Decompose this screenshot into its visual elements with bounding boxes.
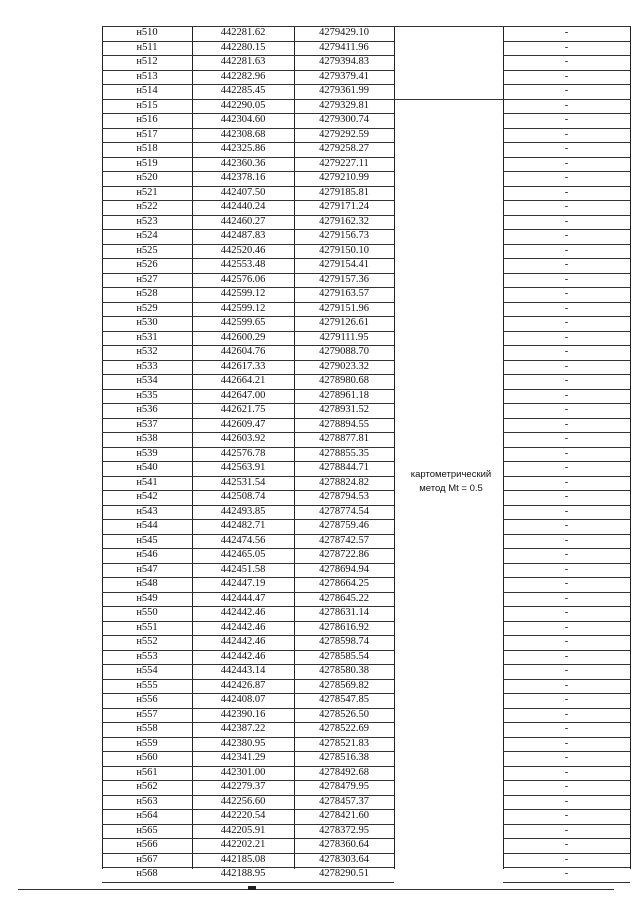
x-coordinate-cell: 442617.33 bbox=[220, 360, 266, 372]
bottom-rule bbox=[18, 889, 614, 890]
dash-cell: - bbox=[564, 346, 569, 357]
y-coordinate-cell: 4279111.95 bbox=[319, 331, 369, 343]
dash-cell: - bbox=[564, 186, 569, 198]
y-coordinate-cell: 4279379.41 bbox=[319, 70, 369, 82]
point-id-cell: н553 bbox=[136, 650, 158, 662]
x-coordinate-cell: 442604.76 bbox=[220, 346, 266, 357]
point-id-cell: н520 bbox=[136, 172, 158, 183]
dash-cell: - bbox=[564, 27, 569, 38]
point-id-cell: н555 bbox=[136, 679, 158, 691]
point-id-cell: н554 bbox=[136, 665, 158, 676]
x-coordinate-cell: 442508.74 bbox=[220, 491, 266, 502]
point-id-cell: н529 bbox=[136, 302, 158, 314]
x-coordinate-cell: 442520.46 bbox=[220, 244, 266, 256]
x-coordinate-cell: 442647.00 bbox=[220, 389, 266, 401]
y-coordinate-cell: 4278492.68 bbox=[319, 766, 369, 778]
point-id-cell: н511 bbox=[136, 41, 158, 53]
x-coordinate-cell: 442442.46 bbox=[220, 621, 266, 633]
dash-cell: - bbox=[564, 462, 569, 473]
y-coordinate-cell: 4278526.50 bbox=[319, 708, 369, 720]
y-coordinate-cell: 4278547.85 bbox=[319, 694, 369, 705]
point-id-cell: н532 bbox=[136, 346, 158, 357]
x-coordinate-cell: 442205.91 bbox=[220, 824, 266, 836]
point-id-cell: н516 bbox=[136, 114, 158, 125]
dash-cell: - bbox=[564, 143, 569, 154]
x-coordinate-cell: 442282.96 bbox=[220, 70, 266, 82]
dash-cell: - bbox=[564, 114, 569, 125]
point-id-cell: н560 bbox=[136, 752, 158, 763]
y-coordinate-cell: 4278844.71 bbox=[319, 462, 369, 473]
dash-cell: - bbox=[564, 708, 569, 720]
dash-cell: - bbox=[564, 679, 569, 691]
y-coordinate-cell: 4279023.32 bbox=[319, 360, 369, 372]
x-coordinate-cell: 442387.22 bbox=[220, 723, 266, 734]
y-coordinate-cell: 4278931.52 bbox=[319, 404, 369, 415]
row-divider bbox=[102, 882, 394, 883]
y-coordinate-cell: 4279150.10 bbox=[319, 244, 369, 256]
y-coordinate-cell: 4279162.32 bbox=[319, 215, 369, 227]
x-coordinate-cell: 442442.46 bbox=[220, 636, 266, 647]
y-coordinate-cell: 4279163.57 bbox=[319, 288, 369, 299]
point-id-cell: н541 bbox=[136, 476, 158, 488]
point-id-cell: н565 bbox=[136, 824, 158, 836]
x-coordinate-cell: 442285.45 bbox=[220, 85, 266, 96]
point-id-cell: н545 bbox=[136, 534, 158, 546]
dash-cell: - bbox=[564, 650, 569, 662]
x-coordinate-cell: 442599.12 bbox=[220, 288, 266, 299]
point-id-cell: н528 bbox=[136, 288, 158, 299]
dash-cell: - bbox=[564, 752, 569, 763]
bottom-mark bbox=[248, 886, 256, 890]
dash-cell: - bbox=[564, 592, 569, 604]
y-coordinate-cell: 4278516.38 bbox=[319, 752, 369, 763]
point-id-cell: н549 bbox=[136, 592, 158, 604]
y-coordinate-cell: 4278824.82 bbox=[319, 476, 369, 488]
dash-cell: - bbox=[564, 766, 569, 778]
table-border-top bbox=[102, 26, 630, 27]
x-coordinate-cell: 442380.95 bbox=[220, 737, 266, 749]
point-id-cell: н558 bbox=[136, 723, 158, 734]
x-coordinate-cell: 442599.12 bbox=[220, 302, 266, 314]
x-coordinate-cell: 442256.60 bbox=[220, 795, 266, 807]
dash-cell: - bbox=[564, 737, 569, 749]
x-coordinate-cell: 442576.78 bbox=[220, 447, 266, 459]
x-coordinate-cell: 442442.46 bbox=[220, 650, 266, 662]
dash-cell: - bbox=[564, 868, 569, 879]
point-id-cell: н539 bbox=[136, 447, 158, 459]
dash-cell: - bbox=[564, 447, 569, 459]
dash-cell: - bbox=[564, 128, 569, 140]
point-id-cell: н547 bbox=[136, 563, 158, 575]
x-coordinate-cell: 442474.56 bbox=[220, 534, 266, 546]
dash-cell: - bbox=[564, 41, 569, 53]
dash-cell: - bbox=[564, 839, 569, 850]
x-coordinate-cell: 442443.14 bbox=[220, 665, 266, 676]
point-id-cell: н517 bbox=[136, 128, 158, 140]
point-id-cell: н522 bbox=[136, 201, 158, 212]
dash-cell: - bbox=[564, 534, 569, 546]
y-coordinate-cell: 4278522.69 bbox=[319, 723, 369, 734]
point-id-cell: н515 bbox=[136, 99, 158, 111]
x-coordinate-cell: 442603.92 bbox=[220, 433, 266, 444]
dash-cell: - bbox=[564, 302, 569, 314]
y-coordinate-cell: 4278645.22 bbox=[319, 592, 369, 604]
x-coordinate-cell: 442563.91 bbox=[220, 462, 266, 473]
point-id-cell: н521 bbox=[136, 186, 158, 198]
dash-cell: - bbox=[564, 636, 569, 647]
y-coordinate-cell: 4279088.70 bbox=[319, 346, 369, 357]
dash-cell: - bbox=[564, 317, 569, 328]
y-coordinate-cell: 4279361.99 bbox=[319, 85, 369, 96]
y-coordinate-cell: 4278631.14 bbox=[319, 607, 369, 618]
x-coordinate-cell: 442442.46 bbox=[220, 607, 266, 618]
x-coordinate-cell: 442482.71 bbox=[220, 520, 266, 531]
point-id-cell: н535 bbox=[136, 389, 158, 401]
point-id-cell: н526 bbox=[136, 259, 158, 270]
dash-cell: - bbox=[564, 694, 569, 705]
point-id-cell: н551 bbox=[136, 621, 158, 633]
dash-cell: - bbox=[564, 230, 569, 241]
y-coordinate-cell: 4279171.24 bbox=[319, 201, 369, 212]
x-coordinate-cell: 442600.29 bbox=[220, 331, 266, 343]
x-coordinate-cell: 442621.75 bbox=[220, 404, 266, 415]
x-coordinate-cell: 442281.63 bbox=[220, 56, 266, 67]
dash-cell: - bbox=[564, 288, 569, 299]
y-coordinate-cell: 4278521.83 bbox=[319, 737, 369, 749]
point-id-cell: н514 bbox=[136, 85, 158, 96]
y-coordinate-cell: 4278616.92 bbox=[319, 621, 369, 633]
dash-cell: - bbox=[564, 404, 569, 415]
x-coordinate-cell: 442531.54 bbox=[220, 476, 266, 488]
x-coordinate-cell: 442304.60 bbox=[220, 114, 266, 125]
method-line-1: картометрический bbox=[410, 469, 492, 480]
dash-cell: - bbox=[564, 781, 569, 792]
point-id-cell: н556 bbox=[136, 694, 158, 705]
point-id-cell: н546 bbox=[136, 549, 158, 560]
point-id-cell: н564 bbox=[136, 810, 158, 821]
point-id-cell: н537 bbox=[136, 418, 158, 430]
point-id-cell: н512 bbox=[136, 56, 158, 67]
x-coordinate-cell: 442487.83 bbox=[220, 230, 266, 241]
row-divider bbox=[503, 882, 630, 883]
y-coordinate-cell: 4278980.68 bbox=[319, 375, 369, 386]
y-coordinate-cell: 4278722.86 bbox=[319, 549, 369, 560]
y-coordinate-cell: 4279258.27 bbox=[319, 143, 369, 154]
x-coordinate-cell: 442465.05 bbox=[220, 549, 266, 560]
x-coordinate-cell: 442609.47 bbox=[220, 418, 266, 430]
dash-cell: - bbox=[564, 433, 569, 444]
x-coordinate-cell: 442493.85 bbox=[220, 505, 266, 517]
x-coordinate-cell: 442444.47 bbox=[220, 592, 266, 604]
dash-cell: - bbox=[564, 273, 569, 285]
x-coordinate-cell: 442460.27 bbox=[220, 215, 266, 227]
point-id-cell: н563 bbox=[136, 795, 158, 807]
dash-cell: - bbox=[564, 389, 569, 401]
point-id-cell: н544 bbox=[136, 520, 158, 531]
y-coordinate-cell: 4278598.74 bbox=[319, 636, 369, 647]
x-coordinate-cell: 442188.95 bbox=[220, 868, 266, 879]
point-id-cell: н557 bbox=[136, 708, 158, 720]
y-coordinate-cell: 4279156.73 bbox=[319, 230, 369, 241]
point-id-cell: н562 bbox=[136, 781, 158, 792]
x-coordinate-cell: 442185.08 bbox=[220, 853, 266, 865]
y-coordinate-cell: 4279154.41 bbox=[319, 259, 369, 270]
y-coordinate-cell: 4279210.99 bbox=[319, 172, 369, 183]
point-id-cell: н523 bbox=[136, 215, 158, 227]
dash-cell: - bbox=[564, 520, 569, 531]
y-coordinate-cell: 4278742.57 bbox=[319, 534, 369, 546]
dash-cell: - bbox=[564, 259, 569, 270]
y-coordinate-cell: 4278794.53 bbox=[319, 491, 369, 502]
dash-cell: - bbox=[564, 563, 569, 575]
y-coordinate-cell: 4279329.81 bbox=[319, 99, 369, 111]
x-coordinate-cell: 442451.58 bbox=[220, 563, 266, 575]
point-id-cell: н525 bbox=[136, 244, 158, 256]
x-coordinate-cell: 442576.06 bbox=[220, 273, 266, 285]
dash-cell: - bbox=[564, 215, 569, 227]
x-coordinate-cell: 442301.00 bbox=[220, 766, 266, 778]
y-coordinate-cell: 4278877.81 bbox=[319, 433, 369, 444]
dash-cell: - bbox=[564, 172, 569, 183]
y-coordinate-cell: 4279300.74 bbox=[319, 114, 369, 125]
x-coordinate-cell: 442553.48 bbox=[220, 259, 266, 270]
y-coordinate-cell: 4278759.46 bbox=[319, 520, 369, 531]
y-coordinate-cell: 4278694.94 bbox=[319, 563, 369, 575]
dash-cell: - bbox=[564, 70, 569, 82]
y-coordinate-cell: 4279157.36 bbox=[319, 273, 369, 285]
y-coordinate-cell: 4278479.95 bbox=[319, 781, 369, 792]
point-id-cell: н536 bbox=[136, 404, 158, 415]
y-coordinate-cell: 4279394.83 bbox=[319, 56, 369, 67]
dash-cell: - bbox=[564, 476, 569, 488]
y-coordinate-cell: 4278664.25 bbox=[319, 578, 369, 589]
dash-cell: - bbox=[564, 578, 569, 589]
point-id-cell: н527 bbox=[136, 273, 158, 285]
dash-cell: - bbox=[564, 85, 569, 96]
y-coordinate-cell: 4278360.64 bbox=[319, 839, 369, 850]
dash-cell: - bbox=[564, 505, 569, 517]
point-id-cell: н561 bbox=[136, 766, 158, 778]
x-coordinate-cell: 442390.16 bbox=[220, 708, 266, 720]
point-id-cell: н531 bbox=[136, 331, 158, 343]
y-coordinate-cell: 4279429.10 bbox=[319, 27, 369, 38]
y-coordinate-cell: 4279151.96 bbox=[319, 302, 369, 314]
point-id-cell: н566 bbox=[136, 839, 158, 850]
dash-cell: - bbox=[564, 491, 569, 502]
point-id-cell: н552 bbox=[136, 636, 158, 647]
y-coordinate-cell: 4278585.54 bbox=[319, 650, 369, 662]
dash-cell: - bbox=[564, 56, 569, 67]
dash-cell: - bbox=[564, 824, 569, 836]
dash-cell: - bbox=[564, 853, 569, 865]
x-coordinate-cell: 442220.54 bbox=[220, 810, 266, 821]
x-coordinate-cell: 442281.62 bbox=[220, 27, 266, 38]
dash-cell: - bbox=[564, 244, 569, 256]
point-id-cell: н567 bbox=[136, 853, 158, 865]
point-id-cell: н543 bbox=[136, 505, 158, 517]
x-coordinate-cell: 442407.50 bbox=[220, 186, 266, 198]
y-coordinate-cell: 4278290.51 bbox=[319, 868, 369, 879]
method-line-2: метод Mt = 0.5 bbox=[419, 483, 483, 494]
x-coordinate-cell: 442440.24 bbox=[220, 201, 266, 212]
y-coordinate-cell: 4278855.35 bbox=[319, 447, 369, 459]
point-id-cell: н542 bbox=[136, 491, 158, 502]
x-coordinate-cell: 442426.87 bbox=[220, 679, 266, 691]
y-coordinate-cell: 4278774.54 bbox=[319, 505, 369, 517]
dash-cell: - bbox=[564, 375, 569, 386]
x-coordinate-cell: 442308.68 bbox=[220, 128, 266, 140]
column-divider bbox=[394, 26, 395, 869]
dash-cell: - bbox=[564, 607, 569, 618]
point-id-cell: н548 bbox=[136, 578, 158, 589]
point-id-cell: н524 bbox=[136, 230, 158, 241]
dash-cell: - bbox=[564, 810, 569, 821]
y-coordinate-cell: 4278372.95 bbox=[319, 824, 369, 836]
dash-cell: - bbox=[564, 201, 569, 212]
dash-cell: - bbox=[564, 157, 569, 169]
dash-cell: - bbox=[564, 331, 569, 343]
method-cell bbox=[394, 468, 508, 496]
x-coordinate-cell: 442202.21 bbox=[220, 839, 266, 850]
y-coordinate-cell: 4278580.38 bbox=[319, 665, 369, 676]
y-coordinate-cell: 4278894.55 bbox=[319, 418, 369, 430]
x-coordinate-cell: 442664.21 bbox=[220, 375, 266, 386]
point-id-cell: н534 bbox=[136, 375, 158, 386]
dash-cell: - bbox=[564, 723, 569, 734]
point-id-cell: н519 bbox=[136, 157, 158, 169]
x-coordinate-cell: 442360.36 bbox=[220, 157, 266, 169]
x-coordinate-cell: 442279.37 bbox=[220, 781, 266, 792]
point-id-cell: н510 bbox=[136, 27, 158, 38]
y-coordinate-cell: 4278961.18 bbox=[319, 389, 369, 401]
point-id-cell: н550 bbox=[136, 607, 158, 618]
x-coordinate-cell: 442325.86 bbox=[220, 143, 266, 154]
point-id-cell: н540 bbox=[136, 462, 158, 473]
point-id-cell: н518 bbox=[136, 143, 158, 154]
dash-cell: - bbox=[564, 621, 569, 633]
dash-cell: - bbox=[564, 795, 569, 807]
point-id-cell: н568 bbox=[136, 868, 158, 879]
point-id-cell: н538 bbox=[136, 433, 158, 444]
dash-cell: - bbox=[564, 360, 569, 372]
point-id-cell: н533 bbox=[136, 360, 158, 372]
y-coordinate-cell: 4279126.61 bbox=[319, 317, 369, 328]
point-id-cell: н559 bbox=[136, 737, 158, 749]
x-coordinate-cell: 442408.07 bbox=[220, 694, 266, 705]
x-coordinate-cell: 442280.15 bbox=[220, 41, 266, 53]
dash-cell: - bbox=[564, 549, 569, 560]
y-coordinate-cell: 4278303.64 bbox=[319, 853, 369, 865]
y-coordinate-cell: 4278421.60 bbox=[319, 810, 369, 821]
dash-cell: - bbox=[564, 418, 569, 430]
x-coordinate-cell: 442290.05 bbox=[220, 99, 266, 111]
y-coordinate-cell: 4279411.96 bbox=[319, 41, 369, 53]
y-coordinate-cell: 4278457.37 bbox=[319, 795, 369, 807]
x-coordinate-cell: 442341.29 bbox=[220, 752, 266, 763]
x-coordinate-cell: 442378.16 bbox=[220, 172, 266, 183]
point-id-cell: н530 bbox=[136, 317, 158, 328]
y-coordinate-cell: 4279227.11 bbox=[319, 157, 369, 169]
x-coordinate-cell: 442447.19 bbox=[220, 578, 266, 589]
y-coordinate-cell: 4278569.82 bbox=[319, 679, 369, 691]
point-id-cell: н513 bbox=[136, 70, 158, 82]
table-border-right bbox=[630, 26, 631, 869]
dash-cell: - bbox=[564, 99, 569, 111]
dash-cell: - bbox=[564, 665, 569, 676]
y-coordinate-cell: 4279185.81 bbox=[319, 186, 369, 198]
y-coordinate-cell: 4279292.59 bbox=[319, 128, 369, 140]
x-coordinate-cell: 442599.65 bbox=[220, 317, 266, 328]
